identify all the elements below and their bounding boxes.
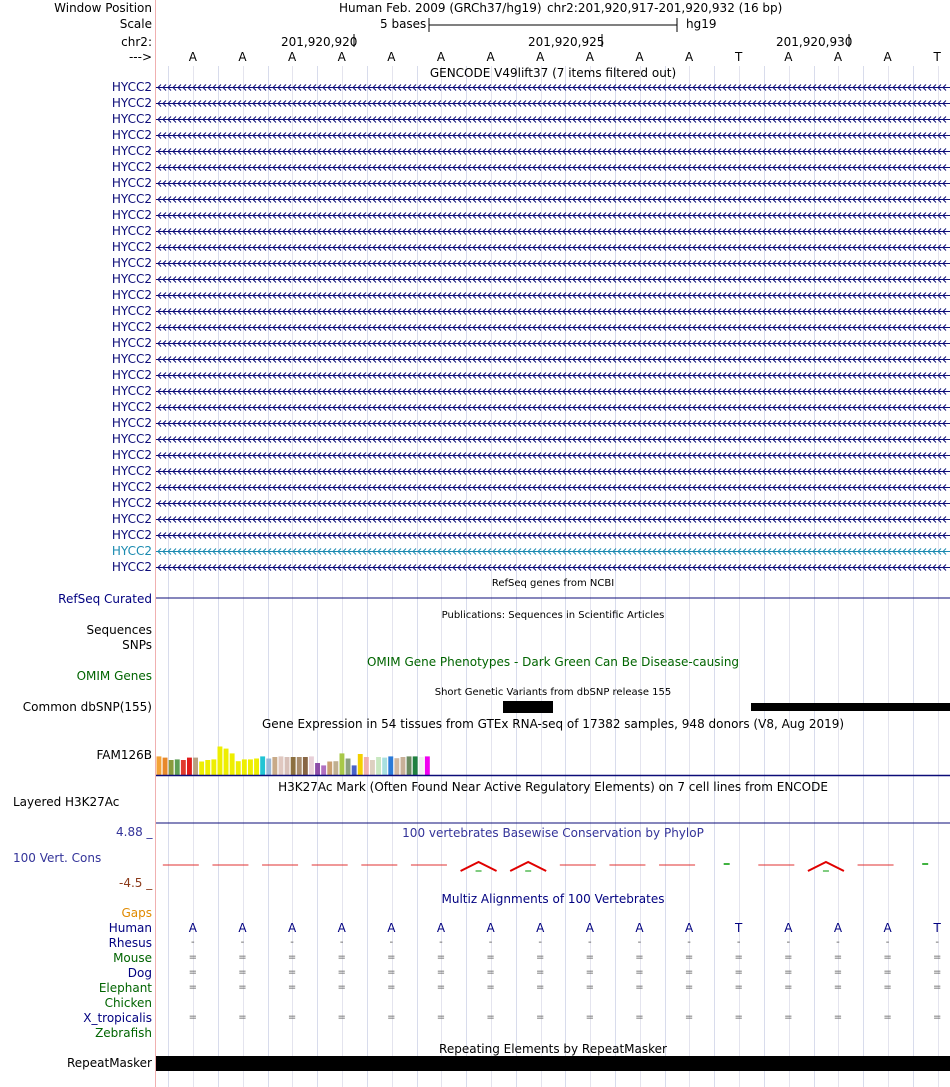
gtex-tissue-bar[interactable] xyxy=(388,756,393,775)
gencode-transcript[interactable] xyxy=(156,323,950,332)
alignment-cell: - xyxy=(935,937,939,948)
alignment-cell: A xyxy=(635,921,644,935)
repeatmasker-block[interactable] xyxy=(156,1056,950,1071)
sequence-base: A xyxy=(784,50,793,64)
gtex-gene-label[interactable]: FAM126B xyxy=(96,748,152,762)
gtex-tissue-bar[interactable] xyxy=(376,757,381,775)
gencode-gene-label[interactable]: HYCC2 xyxy=(111,128,152,142)
gtex-tissue-bar[interactable] xyxy=(291,757,296,775)
gencode-gene-label[interactable]: HYCC2 xyxy=(111,112,152,126)
alignment-cell: T xyxy=(735,921,743,935)
alignment-cell: T xyxy=(933,921,941,935)
alignment-cell: = xyxy=(486,967,495,978)
alignment-cell: = xyxy=(287,967,297,978)
sequence-base: A xyxy=(387,50,396,64)
species-label[interactable]: X_tropicalis xyxy=(83,1011,152,1025)
gencode-transcript[interactable] xyxy=(156,179,950,188)
multiz-title[interactable]: Multiz Alignments of 100 Vertebrates xyxy=(441,892,665,906)
publications-title[interactable]: Publications: Sequences in Scientific Articles xyxy=(441,610,665,621)
alignment-cell: = xyxy=(436,1012,446,1023)
alignment-cell: = xyxy=(833,982,843,993)
alignment-cell: = xyxy=(684,1012,694,1023)
refseq-title[interactable]: RefSeq genes from NCBI xyxy=(491,578,615,589)
alignment-cell: = xyxy=(287,952,297,963)
gtex-tissue-bar[interactable] xyxy=(352,765,357,775)
dbsnp-title[interactable]: Short Genetic Variants from dbSNP release 155 xyxy=(434,687,672,698)
gtex-tissue-bar[interactable] xyxy=(285,757,290,775)
alignment-cell: = xyxy=(188,1012,197,1023)
gencode-title[interactable]: GENCODE V49lift37 (7 items filtered out) xyxy=(429,66,677,80)
species-label[interactable]: Zebrafish xyxy=(95,1026,152,1040)
alignment-cell: = xyxy=(387,982,396,993)
gtex-title[interactable]: Gene Expression in 54 tissues from GTEx RNA-seq of 17382 samples, 948 donors (V8, Aug 2019) xyxy=(261,717,845,731)
refseq-label[interactable]: RefSeq Curated xyxy=(58,592,152,606)
scale-text: 5 bases xyxy=(380,17,427,31)
gencode-transcript[interactable] xyxy=(156,531,950,540)
alignment-cell: = xyxy=(784,967,793,978)
gtex-tissue-bar[interactable] xyxy=(340,753,345,775)
gtex-tissue-bar[interactable] xyxy=(230,753,235,775)
repeatmasker-title[interactable]: Repeating Elements by RepeatMasker xyxy=(439,1042,667,1056)
alignment-cell: = xyxy=(287,982,297,993)
alignment-cell: = xyxy=(734,1012,743,1023)
gtex-tissue-bar[interactable] xyxy=(254,759,259,776)
alignment-cell: A xyxy=(188,921,197,935)
alignment-cell: = xyxy=(188,967,197,978)
gtex-tissue-bar[interactable] xyxy=(181,760,186,775)
alignment-cell: A xyxy=(486,921,495,935)
gtex-tissue-bar[interactable] xyxy=(394,758,399,775)
gaps-label[interactable]: Gaps xyxy=(121,906,152,920)
gtex-tissue-bar[interactable] xyxy=(163,758,168,775)
alignment-cell: A xyxy=(883,921,892,935)
gtex-tissue-bar[interactable] xyxy=(297,757,302,775)
alignment-cell: = xyxy=(436,967,446,978)
gencode-transcript[interactable] xyxy=(156,259,950,268)
gtex-tissue-bar[interactable] xyxy=(205,760,210,775)
alignment-cell: - xyxy=(637,937,642,948)
gencode-transcript[interactable] xyxy=(156,275,950,284)
omim-title[interactable]: OMIM Gene Phenotypes - Dark Green Can Be Disease-causing xyxy=(366,655,740,669)
gencode-transcript[interactable] xyxy=(156,371,950,380)
gencode-transcript[interactable] xyxy=(156,547,950,556)
sequence-base: A xyxy=(287,50,297,64)
gencode-transcript[interactable] xyxy=(156,211,950,220)
alignment-cell: = xyxy=(337,1012,346,1023)
alignment-cell: - xyxy=(885,937,890,948)
gtex-tissue-bar[interactable] xyxy=(187,758,192,775)
gtex-tissue-bar[interactable] xyxy=(218,747,223,776)
position-text: chr2:201,920,917-201,920,932 (16 bp) xyxy=(547,1,783,15)
window-position-label: Window Position xyxy=(54,1,152,15)
alignment-cell: = xyxy=(337,967,346,978)
sequences-label[interactable]: Sequences xyxy=(86,623,152,637)
gtex-tissue-bar[interactable] xyxy=(242,759,247,775)
species-label[interactable]: Mouse xyxy=(113,951,152,965)
alignment-cell: = xyxy=(486,1012,495,1023)
gencode-gene-label[interactable]: HYCC2 xyxy=(111,160,152,174)
alignment-cell: - xyxy=(240,937,245,948)
alignment-cell: = xyxy=(635,982,644,993)
sequence-base: T xyxy=(735,50,743,64)
gencode-gene-label[interactable]: HYCC2 xyxy=(111,544,152,558)
gencode-gene-label[interactable]: HYCC2 xyxy=(111,224,152,238)
gencode-gene-label[interactable]: HYCC2 xyxy=(111,432,152,446)
sequence-base: A xyxy=(585,50,594,64)
dbsnp-label[interactable]: Common dbSNP(155) xyxy=(22,700,152,714)
gencode-gene-label[interactable]: HYCC2 xyxy=(111,496,152,510)
alignment-cell: = xyxy=(535,952,545,963)
phylop-peak[interactable] xyxy=(461,862,497,871)
gencode-gene-label[interactable]: HYCC2 xyxy=(111,512,152,526)
alignment-cell: - xyxy=(736,937,741,948)
alignment-cell: = xyxy=(883,967,892,978)
scale-bar xyxy=(428,16,680,34)
alignment-cell: - xyxy=(488,937,493,948)
sequence-base: A xyxy=(635,50,644,64)
alignment-cell: = xyxy=(486,982,495,993)
alignment-cell: = xyxy=(883,982,892,993)
gencode-transcript[interactable] xyxy=(156,339,950,348)
gtex-tissue-bar[interactable] xyxy=(419,757,424,775)
h3k27ac-baseline xyxy=(156,822,950,825)
alignment-cell: A xyxy=(287,921,297,935)
gtex-tissue-bar[interactable] xyxy=(175,759,180,775)
alignment-cell: A xyxy=(585,921,594,935)
alignment-cell: = xyxy=(238,952,247,963)
gencode-transcript[interactable] xyxy=(156,243,950,252)
species-label[interactable]: Rhesus xyxy=(108,936,152,950)
gencode-gene-label[interactable]: HYCC2 xyxy=(111,144,152,158)
alignment-cell: = xyxy=(486,952,495,963)
gtex-tissue-bar[interactable] xyxy=(382,758,387,775)
phylop-min-label: -4.5 _ xyxy=(119,876,153,890)
alignment-cell: = xyxy=(287,1012,297,1023)
tick-label-1: 201,920,920 xyxy=(281,35,358,49)
phylop-peak[interactable] xyxy=(510,862,546,871)
alignment-cell: = xyxy=(387,967,396,978)
gtex-tissue-bar[interactable] xyxy=(321,765,326,775)
alignment-cell: - xyxy=(290,937,294,948)
alignment-cell: - xyxy=(836,937,840,948)
gencode-gene-label[interactable]: HYCC2 xyxy=(111,304,152,318)
gencode-gene-label[interactable]: HYCC2 xyxy=(111,256,152,270)
gencode-transcript[interactable] xyxy=(156,483,950,492)
alignment-cell: = xyxy=(436,982,446,993)
repeatmasker-label[interactable]: RepeatMasker xyxy=(66,1056,152,1070)
gencode-transcript[interactable] xyxy=(156,147,950,156)
alignment-cell: = xyxy=(635,967,644,978)
gtex-tissue-bar[interactable] xyxy=(358,754,363,775)
alignment-cell: = xyxy=(932,982,942,993)
h3k27ac-title[interactable]: H3K27Ac Mark (Often Found Near Active Regulatory Elements) on 7 cell lines from ENCODE xyxy=(278,780,828,794)
gencode-gene-label[interactable]: HYCC2 xyxy=(111,560,152,574)
gencode-transcript[interactable] xyxy=(156,563,950,572)
alignment-cell: = xyxy=(188,952,197,963)
alignment-cell: = xyxy=(635,1012,644,1023)
gencode-transcript[interactable] xyxy=(156,451,950,460)
alignment-cell: = xyxy=(883,1012,892,1023)
gencode-transcript[interactable] xyxy=(156,99,950,108)
gencode-gene-label[interactable]: HYCC2 xyxy=(111,288,152,302)
gencode-transcript[interactable] xyxy=(156,291,950,300)
alignment-cell: = xyxy=(535,1012,545,1023)
gencode-gene-label[interactable]: HYCC2 xyxy=(111,96,152,110)
alignment-cell: = xyxy=(932,967,942,978)
gencode-gene-label[interactable]: HYCC2 xyxy=(111,384,152,398)
gtex-tissue-bar[interactable] xyxy=(157,756,162,775)
alignment-cell: A xyxy=(833,921,843,935)
gencode-transcript[interactable] xyxy=(156,83,950,92)
snps-label[interactable]: SNPs xyxy=(122,638,152,652)
alignment-cell: A xyxy=(536,921,545,935)
gencode-gene-label[interactable]: HYCC2 xyxy=(111,448,152,462)
alignment-cell: = xyxy=(833,967,843,978)
gencode-gene-label[interactable]: HYCC2 xyxy=(111,320,152,334)
gtex-tissue-bar[interactable] xyxy=(248,759,253,775)
alignment-cell: = xyxy=(436,952,446,963)
alignment-cell: A xyxy=(436,921,446,935)
alignment-cell: = xyxy=(585,967,594,978)
alignment-cell: = xyxy=(337,952,346,963)
alignment-cell: = xyxy=(833,952,843,963)
gtex-tissue-bar[interactable] xyxy=(315,763,320,775)
sequence-base: A xyxy=(883,50,892,64)
sequence-base: T xyxy=(933,50,941,64)
sequence-base: A xyxy=(833,50,843,64)
alignment-cell: - xyxy=(439,937,443,948)
gencode-transcript[interactable] xyxy=(156,419,950,428)
gtex-tissue-bar[interactable] xyxy=(401,757,406,775)
gencode-gene-label[interactable]: HYCC2 xyxy=(111,192,152,206)
sequence-base: A xyxy=(536,50,545,64)
alignment-cell: = xyxy=(337,982,346,993)
gencode-gene-label[interactable]: HYCC2 xyxy=(111,176,152,190)
gencode-transcript[interactable] xyxy=(156,435,950,444)
gencode-gene-label[interactable]: HYCC2 xyxy=(111,368,152,382)
species-label[interactable]: Elephant xyxy=(98,981,152,995)
alignment-cell: = xyxy=(734,967,743,978)
alignment-cell: = xyxy=(238,967,247,978)
gencode-transcript[interactable] xyxy=(156,163,950,172)
gtex-tissue-bar[interactable] xyxy=(303,757,308,775)
gencode-gene-label[interactable]: HYCC2 xyxy=(111,480,152,494)
alignment-cell: = xyxy=(734,982,743,993)
gencode-transcript[interactable] xyxy=(156,387,950,396)
alignment-cell: = xyxy=(932,1012,942,1023)
gtex-tissue-bar[interactable] xyxy=(193,758,198,775)
sequence-base: A xyxy=(188,50,197,64)
db-text: hg19 xyxy=(686,17,717,31)
gencode-transcript[interactable] xyxy=(156,195,950,204)
sequence-base: A xyxy=(337,50,346,64)
gtex-tissue-bar[interactable] xyxy=(169,760,174,775)
phylop-max-label: 4.88 _ xyxy=(116,825,153,839)
alignment-cell: A xyxy=(238,921,247,935)
species-label[interactable]: Chicken xyxy=(104,996,152,1010)
alignment-cell: = xyxy=(833,1012,843,1023)
species-label[interactable]: Dog xyxy=(127,966,152,980)
alignment-cell: - xyxy=(538,937,542,948)
gtex-tissue-bar[interactable] xyxy=(364,757,369,775)
alignment-cell: = xyxy=(684,982,694,993)
gencode-transcript[interactable] xyxy=(156,403,950,412)
alignment-cell: - xyxy=(339,937,344,948)
gencode-transcript[interactable] xyxy=(156,467,950,476)
gencode-transcript[interactable] xyxy=(156,355,950,364)
gencode-transcript[interactable] xyxy=(156,131,950,140)
gtex-tissue-bar[interactable] xyxy=(272,757,277,775)
alignment-cell: = xyxy=(585,952,594,963)
alignment-cell: = xyxy=(535,982,545,993)
gtex-tissue-bar[interactable] xyxy=(266,759,271,776)
omim-label[interactable]: OMIM Genes xyxy=(76,669,152,683)
strand-label: ---> xyxy=(128,50,152,64)
alignment-cell: - xyxy=(588,937,592,948)
phylop-title[interactable]: 100 vertebrates Basewise Conservation by PhyloP xyxy=(402,826,704,840)
gtex-tissue-bar[interactable] xyxy=(260,756,265,775)
phylop-peak[interactable] xyxy=(808,862,844,871)
sequence-base: A xyxy=(684,50,694,64)
alignment-cell: = xyxy=(585,982,594,993)
gencode-gene-label[interactable]: HYCC2 xyxy=(111,416,152,430)
gtex-tissue-bar[interactable] xyxy=(279,756,284,775)
scale-label: Scale xyxy=(119,17,152,31)
gencode-gene-label[interactable]: HYCC2 xyxy=(111,272,152,286)
alignment-cell: = xyxy=(188,982,197,993)
gencode-transcript[interactable] xyxy=(156,115,950,124)
alignment-cell: = xyxy=(684,967,694,978)
gencode-gene-label[interactable]: HYCC2 xyxy=(111,240,152,254)
tick-marks xyxy=(0,33,950,49)
alignment-cell: A xyxy=(684,921,694,935)
gtex-tissue-bar[interactable] xyxy=(327,762,332,776)
gtex-tissue-bar[interactable] xyxy=(413,756,418,775)
gencode-gene-label[interactable]: HYCC2 xyxy=(111,400,152,414)
gtex-tissue-bar[interactable] xyxy=(407,756,412,775)
phylop-plot[interactable] xyxy=(156,850,950,880)
sequence-base: A xyxy=(238,50,247,64)
chrom-label: chr2: xyxy=(121,35,152,49)
alignment-cell: A xyxy=(337,921,346,935)
gtex-tissue-bar[interactable] xyxy=(370,760,375,775)
gencode-transcript[interactable] xyxy=(156,307,950,316)
sequence-base: A xyxy=(436,50,446,64)
alignment-cell: A xyxy=(387,921,396,935)
phylop-label[interactable]: 100 Vert. Cons xyxy=(13,851,102,865)
sequence-base: A xyxy=(486,50,495,64)
gtex-tissue-bar[interactable] xyxy=(224,749,229,775)
dbsnp-variant-2[interactable] xyxy=(751,703,950,711)
alignment-cell: = xyxy=(883,952,892,963)
alignment-cell: = xyxy=(238,1012,247,1023)
alignment-cell: = xyxy=(784,1012,793,1023)
gencode-gene-label[interactable]: HYCC2 xyxy=(111,208,152,222)
gencode-gene-label[interactable]: HYCC2 xyxy=(111,336,152,350)
alignment-cell: = xyxy=(734,952,743,963)
alignment-cell: = xyxy=(387,1012,396,1023)
alignment-cell: = xyxy=(238,982,247,993)
gencode-transcript[interactable] xyxy=(156,227,950,236)
h3k27ac-label[interactable]: Layered H3K27Ac xyxy=(13,795,120,809)
gencode-transcript[interactable] xyxy=(156,515,950,524)
tick-label-3: 201,920,930 xyxy=(776,35,853,49)
gtex-tissue-bar[interactable] xyxy=(333,761,338,775)
gtex-tissue-bar[interactable] xyxy=(346,759,351,776)
gtex-tissue-bar[interactable] xyxy=(199,762,204,776)
gencode-gene-label[interactable]: HYCC2 xyxy=(111,80,152,94)
gtex-tissue-bar[interactable] xyxy=(309,756,314,775)
gencode-gene-label[interactable]: HYCC2 xyxy=(111,464,152,478)
gencode-transcript[interactable] xyxy=(156,499,950,508)
alignment-cell: = xyxy=(635,952,644,963)
refseq-line[interactable] xyxy=(156,597,950,601)
dbsnp-variant-1[interactable] xyxy=(503,701,553,713)
alignment-cell: = xyxy=(684,952,694,963)
alignment-cell: - xyxy=(687,937,691,948)
gencode-gene-label[interactable]: HYCC2 xyxy=(111,528,152,542)
alignment-cell: = xyxy=(784,952,793,963)
alignment-cell: A xyxy=(784,921,793,935)
alignment-cell: = xyxy=(535,967,545,978)
gtex-tissue-bar[interactable] xyxy=(425,756,430,775)
alignment-cell: = xyxy=(387,952,396,963)
alignment-cell: - xyxy=(191,937,195,948)
assembly-text: Human Feb. 2009 (GRCh37/hg19) xyxy=(339,1,542,15)
alignment-cell: = xyxy=(932,952,942,963)
gtex-bar-chart[interactable] xyxy=(156,731,950,777)
gencode-gene-label[interactable]: HYCC2 xyxy=(111,352,152,366)
species-label[interactable]: Human xyxy=(108,921,152,935)
alignment-cell: - xyxy=(389,937,394,948)
tick-label-2: 201,920,925 xyxy=(528,35,605,49)
alignment-cell: = xyxy=(585,1012,594,1023)
gtex-tissue-bar[interactable] xyxy=(236,761,241,775)
alignment-cell: - xyxy=(786,937,791,948)
alignment-cell: = xyxy=(784,982,793,993)
gtex-tissue-bar[interactable] xyxy=(211,759,216,775)
